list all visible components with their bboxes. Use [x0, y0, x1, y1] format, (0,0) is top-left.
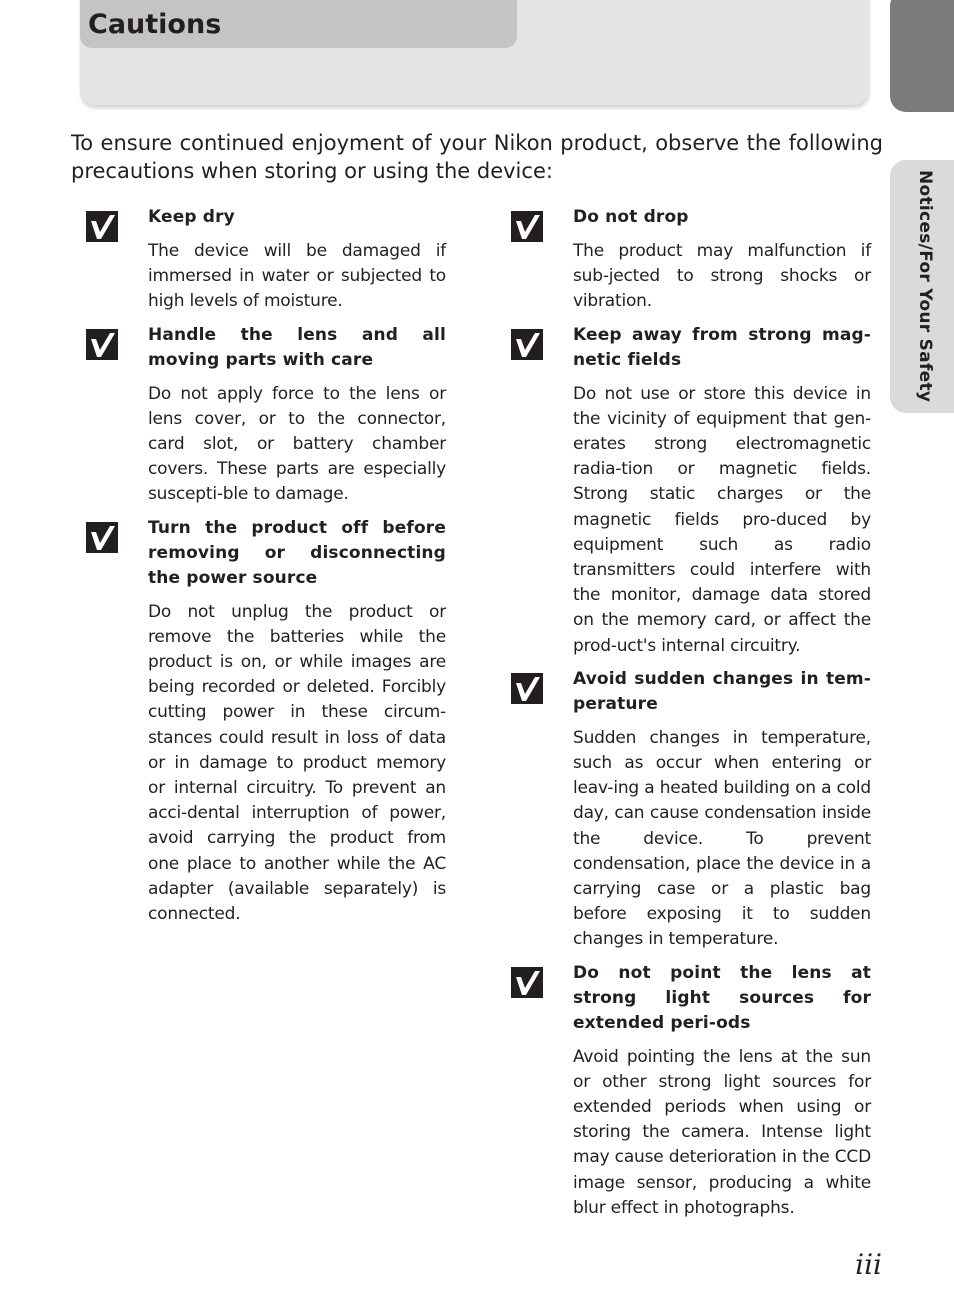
caution-text: The device will be damaged if immersed in water or subjected to high levels of moisture. — [148, 241, 446, 312]
intro-paragraph: To ensure continued enjoyment of your Nikon product, observe the following precautions when storing or using the device: — [71, 131, 883, 183]
caution-item — [573, 323, 871, 659]
side-tab-dark — [890, 0, 954, 112]
caution-title: Keep dry — [148, 207, 235, 227]
checkmark-icon — [511, 211, 543, 242]
caution-title: Turn the product off before removing or disconnecting the power source — [148, 517, 446, 588]
caution-text: Do not apply force to the lens or lens cover, or to the connector, card slot, or battery chamber covers. These parts are especially suscepti-ble to damage. — [148, 383, 446, 505]
side-tab-label: Notices/For Your Safety — [915, 170, 935, 403]
caution-text: The product may malfunction if sub-jected to strong shocks or vibration. — [573, 241, 871, 312]
left-column — [148, 205, 446, 935]
checkmark-icon — [511, 967, 543, 998]
page-title: Cautions — [88, 9, 222, 40]
caution-text: Sudden changes in temperature, such as occur when entering or leav-ing a heated building on a cold day, can cause condensation inside the device. To prevent condensation, place the device in a carrying case or a plastic bag before exposing it to sudden changes in temperature. — [573, 727, 871, 950]
caution-item — [148, 516, 446, 928]
checkmark-icon — [86, 522, 118, 553]
caution-item — [573, 961, 871, 1221]
caution-item — [148, 205, 446, 315]
checkmark-icon — [86, 211, 118, 242]
caution-title: Do not drop — [573, 207, 689, 227]
right-column — [573, 205, 871, 1229]
checkmark-icon — [511, 673, 543, 704]
caution-item — [573, 205, 871, 315]
page-number: iii — [855, 1248, 882, 1281]
checkmark-icon — [86, 329, 118, 360]
caution-text: Do not unplug the product or remove the batteries while the product is on, or while images are being recorded or deleted. Forcibly cutting power in these circum-stances could result in loss of data or in damage to product memory or internal circuitry. To prevent an acci-dental interruption of power, avoid carrying the product from one place to another while the AC adapter (available separately) is connected. — [148, 601, 446, 925]
caution-title: Do not point the lens at strong light sources for extended peri-ods — [573, 962, 871, 1033]
caution-text: Do not use or store this device in the vicinity of equipment that gen-erates strong electromagnetic radia-tion or magnetic fields. Strong static charges or the magnetic fields pro-duced by equipment such as radio transmitters could interfere with the monitor, damage data stored on the memory card, or affect the prod-uct's internal circuitry. — [573, 383, 871, 656]
caution-item — [148, 323, 446, 508]
caution-title: Handle the lens and all moving parts with care — [148, 324, 446, 370]
caution-item — [573, 667, 871, 953]
caution-title: Keep away from strong mag-netic fields — [573, 324, 871, 370]
caution-text: Avoid pointing the lens at the sun or other strong light sources for extended periods when using or storing the camera. Intense light may cause deterioration in the CCD image sensor, producing a white blur effect in photographs. — [573, 1046, 871, 1218]
caution-title: Avoid sudden changes in tem-perature — [573, 668, 871, 714]
checkmark-icon — [511, 329, 543, 360]
